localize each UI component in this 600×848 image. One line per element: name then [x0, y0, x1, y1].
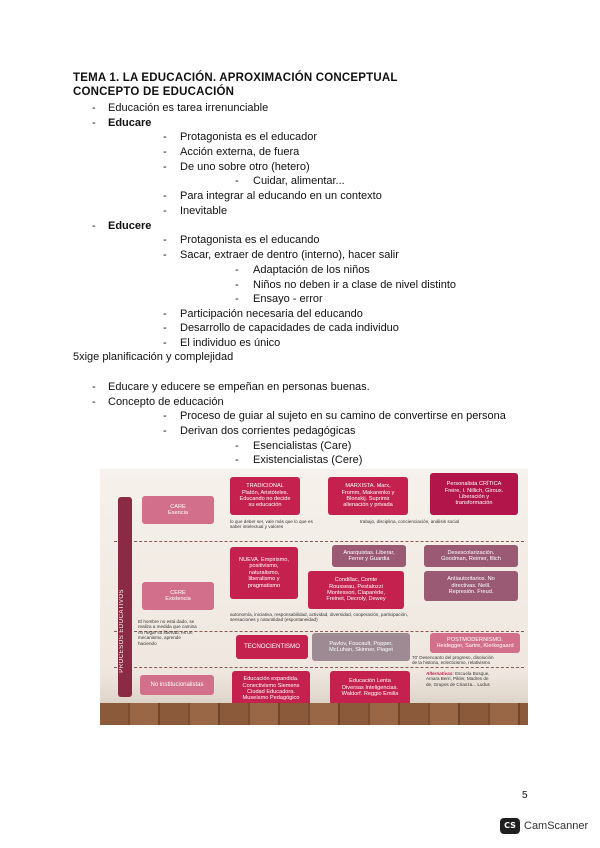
bullet-dash: -	[163, 205, 167, 217]
page-number: 5	[522, 790, 528, 801]
education-diagram	[100, 469, 528, 725]
bullet-dash: -	[163, 322, 167, 334]
bullet-dash: -	[163, 161, 167, 173]
text-line: Educere	[108, 220, 152, 232]
bullet-dash: -	[163, 337, 167, 349]
cere-note: El hombre no está dado, se realiza a medida que camina no negar su libertad, es un mecanismo, aprende haciendo	[138, 619, 197, 646]
marxista-box: MARXISTA. Marx, Fromm, Makarenko y Blonskij. Suprimir alienación y privada	[328, 477, 408, 515]
anarquistas-box: Anarquistas. Liberar, Ferrer y Guardia	[332, 545, 406, 567]
text-line: Cuidar, alimentar...	[253, 175, 345, 187]
bullet-dash: -	[235, 279, 239, 291]
text-line: De uno sobre otro (hetero)	[180, 161, 310, 173]
antiautoritarios-box: Antiautoritarios. No directivas. Neill. Represión. Freud.	[424, 571, 518, 601]
bullet-dash: -	[163, 308, 167, 320]
cere-note-2: autonomía, iniciativa, responsabilidad, actividad, diversidad, cooperación, participación, sensaciones y naturalidad (espontaneidad)	[230, 612, 408, 623]
text-line: Inevitable	[180, 205, 228, 217]
text-line: Acción externa, de fuera	[180, 146, 300, 158]
pavlov-box: Pavlov, Foucault, Popper, McLuhan, Skinner, Piaget	[312, 633, 410, 661]
no-institucionalistas-box: No institucionalistas	[140, 675, 214, 695]
care-box: CARE Esencia	[142, 496, 214, 524]
bullet-dash: -	[163, 234, 167, 246]
text-line: CONCEPTO DE EDUCACIÓN	[73, 86, 235, 98]
text-line: Esencialistas (Care)	[253, 440, 352, 452]
bullet-dash: -	[92, 102, 96, 114]
text-line: Concepto de educación	[108, 396, 224, 408]
text-line: Educare	[108, 117, 152, 129]
camscanner-logo-icon: CS	[500, 818, 520, 834]
bullet-dash: -	[235, 264, 239, 276]
text-line: Existencialistas (Cere)	[253, 454, 363, 466]
bullet-dash: -	[163, 146, 167, 158]
desescolarizacion-box: Desescolarización. Goodman, Reimer, Illich	[424, 545, 518, 567]
text-line: Desarrollo de capacidades de cada individuo	[180, 322, 399, 334]
bullet-dash: -	[163, 249, 167, 261]
bullet-dash: -	[163, 410, 167, 422]
nueva-box: NUEVA. Empirismo, positivismo, naturalismo, liberalismo y pragmatismo	[230, 547, 298, 599]
bullet-dash: -	[235, 175, 239, 187]
text-line: Educación es tarea irrenunciable	[108, 102, 269, 114]
care-note-2: trabajo, disciplina, concienciación, análisis social	[360, 519, 460, 524]
educacion-lenta-box: Educación Lenta Diversas Inteligencias. Waldorf. Reggio Emilia	[330, 671, 410, 705]
text-line: Para integrar al educando en un contexto	[180, 190, 382, 202]
text-line: Adaptación de los niños	[253, 264, 370, 276]
postmodernismo-box: POSTMODERNISMO. Heidegger, Sartre, Kierkegaard	[430, 633, 520, 653]
text-line: Proceso de guiar al sujeto en su camino de convertirse en persona	[180, 410, 506, 422]
bullet-dash: -	[235, 454, 239, 466]
text-line: Niños no deben ir a clase de nivel distinto	[253, 279, 457, 291]
bullet-dash: -	[235, 440, 239, 452]
text-line: 5xige planificación y complejidad	[73, 351, 234, 363]
floor-decoration	[100, 703, 528, 725]
bullet-dash: -	[92, 220, 96, 232]
text-line: Educare y educere se empeñan en personas buenas.	[108, 381, 370, 393]
cere-box: CERE Existencia	[142, 582, 214, 610]
bullet-dash: -	[163, 425, 167, 437]
care-note: lo que deber ser, vale más que lo que es saber intelectual y valores	[230, 519, 313, 530]
divider-line	[114, 541, 524, 542]
camscanner-brand: CamScanner	[524, 820, 589, 832]
bullet-dash: -	[163, 190, 167, 202]
educacion-expandida-box: Educación expandida. Conectivismo Siemens Ciudad Educadora. Museísmo Pedagógico	[232, 671, 310, 707]
bullet-dash: -	[235, 293, 239, 305]
tradicional-box: TRADICIONAL Platón, Aristóteles. Educando no decide su educación	[230, 477, 300, 515]
text-line: Protagonista es el educando	[180, 234, 320, 246]
text-line: Ensayo - error	[253, 293, 323, 305]
text-line: TEMA 1. LA EDUCACIÓN. APROXIMACIÓN CONCEPTUAL	[73, 72, 398, 84]
postmodernismo-note: 70' Desencanto del progreso, disolución de la historia, eclecticismo, relativismo	[412, 655, 494, 666]
condillac-box: Condillac, Comte Rousseau, Pestalozzi Montessori, Claparède, Freinet, Decroly, Dewey	[308, 571, 404, 609]
bullet-dash: -	[92, 396, 96, 408]
critica-box: Personalista CRÍTICA Freire, I. Nillich, Giroux. Liberación y transformación	[430, 473, 518, 515]
bullet-dash: -	[92, 117, 96, 129]
procesos-educativos-label: PROCESOS EDUCATIVOS	[119, 589, 125, 673]
bullet-dash: -	[92, 381, 96, 393]
text-line: Participación necesaria del educando	[180, 308, 363, 320]
text-line: Protagonista es el educador	[180, 131, 317, 143]
text-line: Sacar, extraer de dentro (interno), hacer salir	[180, 249, 399, 261]
text-line: El individuo es único	[180, 337, 281, 349]
bullet-dash: -	[163, 131, 167, 143]
tecnocientismo-box: TECNOCIENTISMO	[236, 635, 308, 659]
divider-line	[114, 667, 524, 668]
text-line: Derivan dos corrientes pedagógicas	[180, 425, 356, 437]
alternativas-note: Alternativas: Escuela Bosque, Amara Berri, Pikler, Madres de de, Grupos de Crianza... Ludus	[426, 671, 490, 687]
